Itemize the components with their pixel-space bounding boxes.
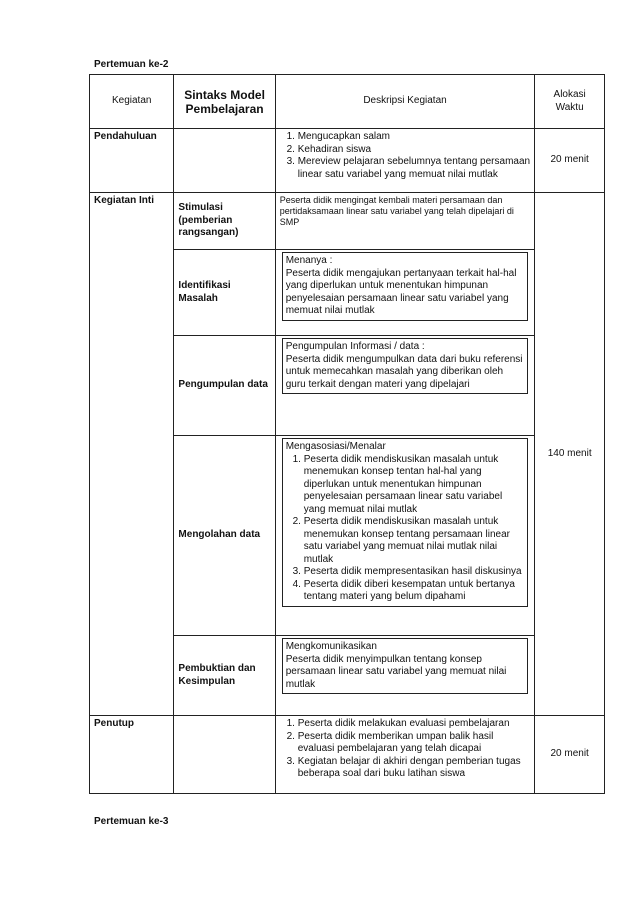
pengumpulan-text: Peserta didik mengumpulkan data dari buku referensi untuk memecahkan masalah yang diberikan oleh guru terkait dengan materi yang dipelajari: [285, 353, 523, 390]
list-item: 2. Peserta didik memberikan umpan balik hasil evaluasi pembelajaran yang telah dicapai: [298, 731, 531, 756]
pengumpulan-title: Pengumpulan Informasi / data :: [285, 341, 425, 352]
stimulasi-text: Peserta didik mengingat kembali materi persamaan dan pertidaksamaan linear satu variabel yang telah dipelajari di SMP: [279, 195, 514, 227]
list-item: 2. Kehadiran siswa: [298, 144, 531, 157]
step-deskripsi-stimulasi: [275, 193, 535, 250]
list-item: 3. Mereview pelajaran sebelumnya tentang persamaan linear satu variabel yang memuat nilai mutlak: [298, 156, 531, 181]
inti-label: Kegiatan Inti: [90, 193, 174, 716]
step-deskripsi-pembuktian: [275, 636, 535, 716]
row-pendahuluan: [90, 129, 605, 193]
row-penutup: [90, 716, 605, 794]
row-stimulasi: [90, 193, 605, 250]
pendahuluan-label: Pendahuluan: [90, 129, 174, 193]
pendahuluan-sintaks: [174, 129, 275, 193]
pembuktian-text: Peserta didik menyimpulkan tentang konsep persamaan linear satu variabel yang memuat nilai mutlak: [285, 653, 507, 690]
identifikasi-box: [282, 252, 529, 321]
lesson-plan-table: [89, 74, 605, 794]
mengolah-title: Mengasosiasi/Menalar: [285, 441, 386, 452]
step-sintaks-identifikasi: Identifikasi Masalah: [174, 250, 275, 336]
penutup-deskripsi: [275, 716, 535, 794]
list-item: 1. Peserta didik melakukan evaluasi pembelajaran: [298, 718, 531, 731]
step-sintaks-pengumpulan: Pengumpulan data: [174, 336, 275, 436]
identifikasi-text: Peserta didik mengajukan pertanyaan terkait hal-hal yang diperlukan untuk menentukan himpunan penyelesaian persamaan linear satu variabel yang memuat nilai mutlak: [285, 267, 517, 316]
step-deskripsi-identifikasi: [275, 250, 535, 336]
meeting-heading-3: Pertemuan ke-3: [94, 816, 169, 827]
step-sintaks-pembuktian: Pembuktian dan Kesimpulan: [174, 636, 275, 716]
header-alokasi: Alokasi Waktu: [535, 75, 605, 129]
table-header-row: [90, 75, 605, 129]
identifikasi-title: Menanya :: [285, 255, 333, 266]
header-kegiatan: Kegiatan: [90, 75, 174, 129]
pendahuluan-waktu: 20 menit: [535, 129, 605, 193]
list-item: 2. Peserta didik mendiskusikan masalah untuk menemukan konsep tentang persamaan linear satu variabel yang memuat nilai mutlak nilai mutlak: [304, 516, 525, 566]
pengumpulan-box: [282, 338, 529, 394]
header-sintaks: Sintaks Model Pembelajaran: [174, 75, 275, 129]
list-item: 3. Peserta didik mempresentasikan hasil diskusinya: [304, 566, 525, 579]
meeting-heading-2: Pertemuan ke-2: [94, 59, 169, 70]
list-item: 3. Kegiatan belajar di akhiri dengan pemberian tugas beberapa soal dari buku latihan siswa: [298, 756, 531, 781]
list-item: 1. Peserta didik mendiskusikan masalah untuk menemukan konsep tentan hal-hal yang diperlukan untuk menentukan himpunan penyelesaian persamaan linear satu variabel yang memuat nilai mutlak: [304, 454, 525, 517]
step-deskripsi-mengolah: [275, 436, 535, 636]
step-sintaks-stimulasi: Stimulasi (pemberian rangsangan): [174, 193, 275, 250]
inti-waktu: 140 menit: [535, 193, 605, 716]
pembuktian-title: Mengkomunikasikan: [285, 641, 377, 652]
penutup-waktu: 20 menit: [535, 716, 605, 794]
step-sintaks-mengolah: Mengolahan data: [174, 436, 275, 636]
list-item: 4. Peserta didik diberi kesempatan untuk bertanya tentang materi yang belum dipahami: [304, 579, 525, 604]
penutup-sintaks: [174, 716, 275, 794]
pembuktian-box: [282, 638, 529, 694]
header-deskripsi: Deskripsi Kegiatan: [275, 75, 535, 129]
mengolah-box: [282, 438, 529, 607]
pendahuluan-deskripsi: [275, 129, 535, 193]
list-item: 1. Mengucapkan salam: [298, 131, 531, 144]
step-deskripsi-pengumpulan: [275, 336, 535, 436]
penutup-label: Penutup: [90, 716, 174, 794]
